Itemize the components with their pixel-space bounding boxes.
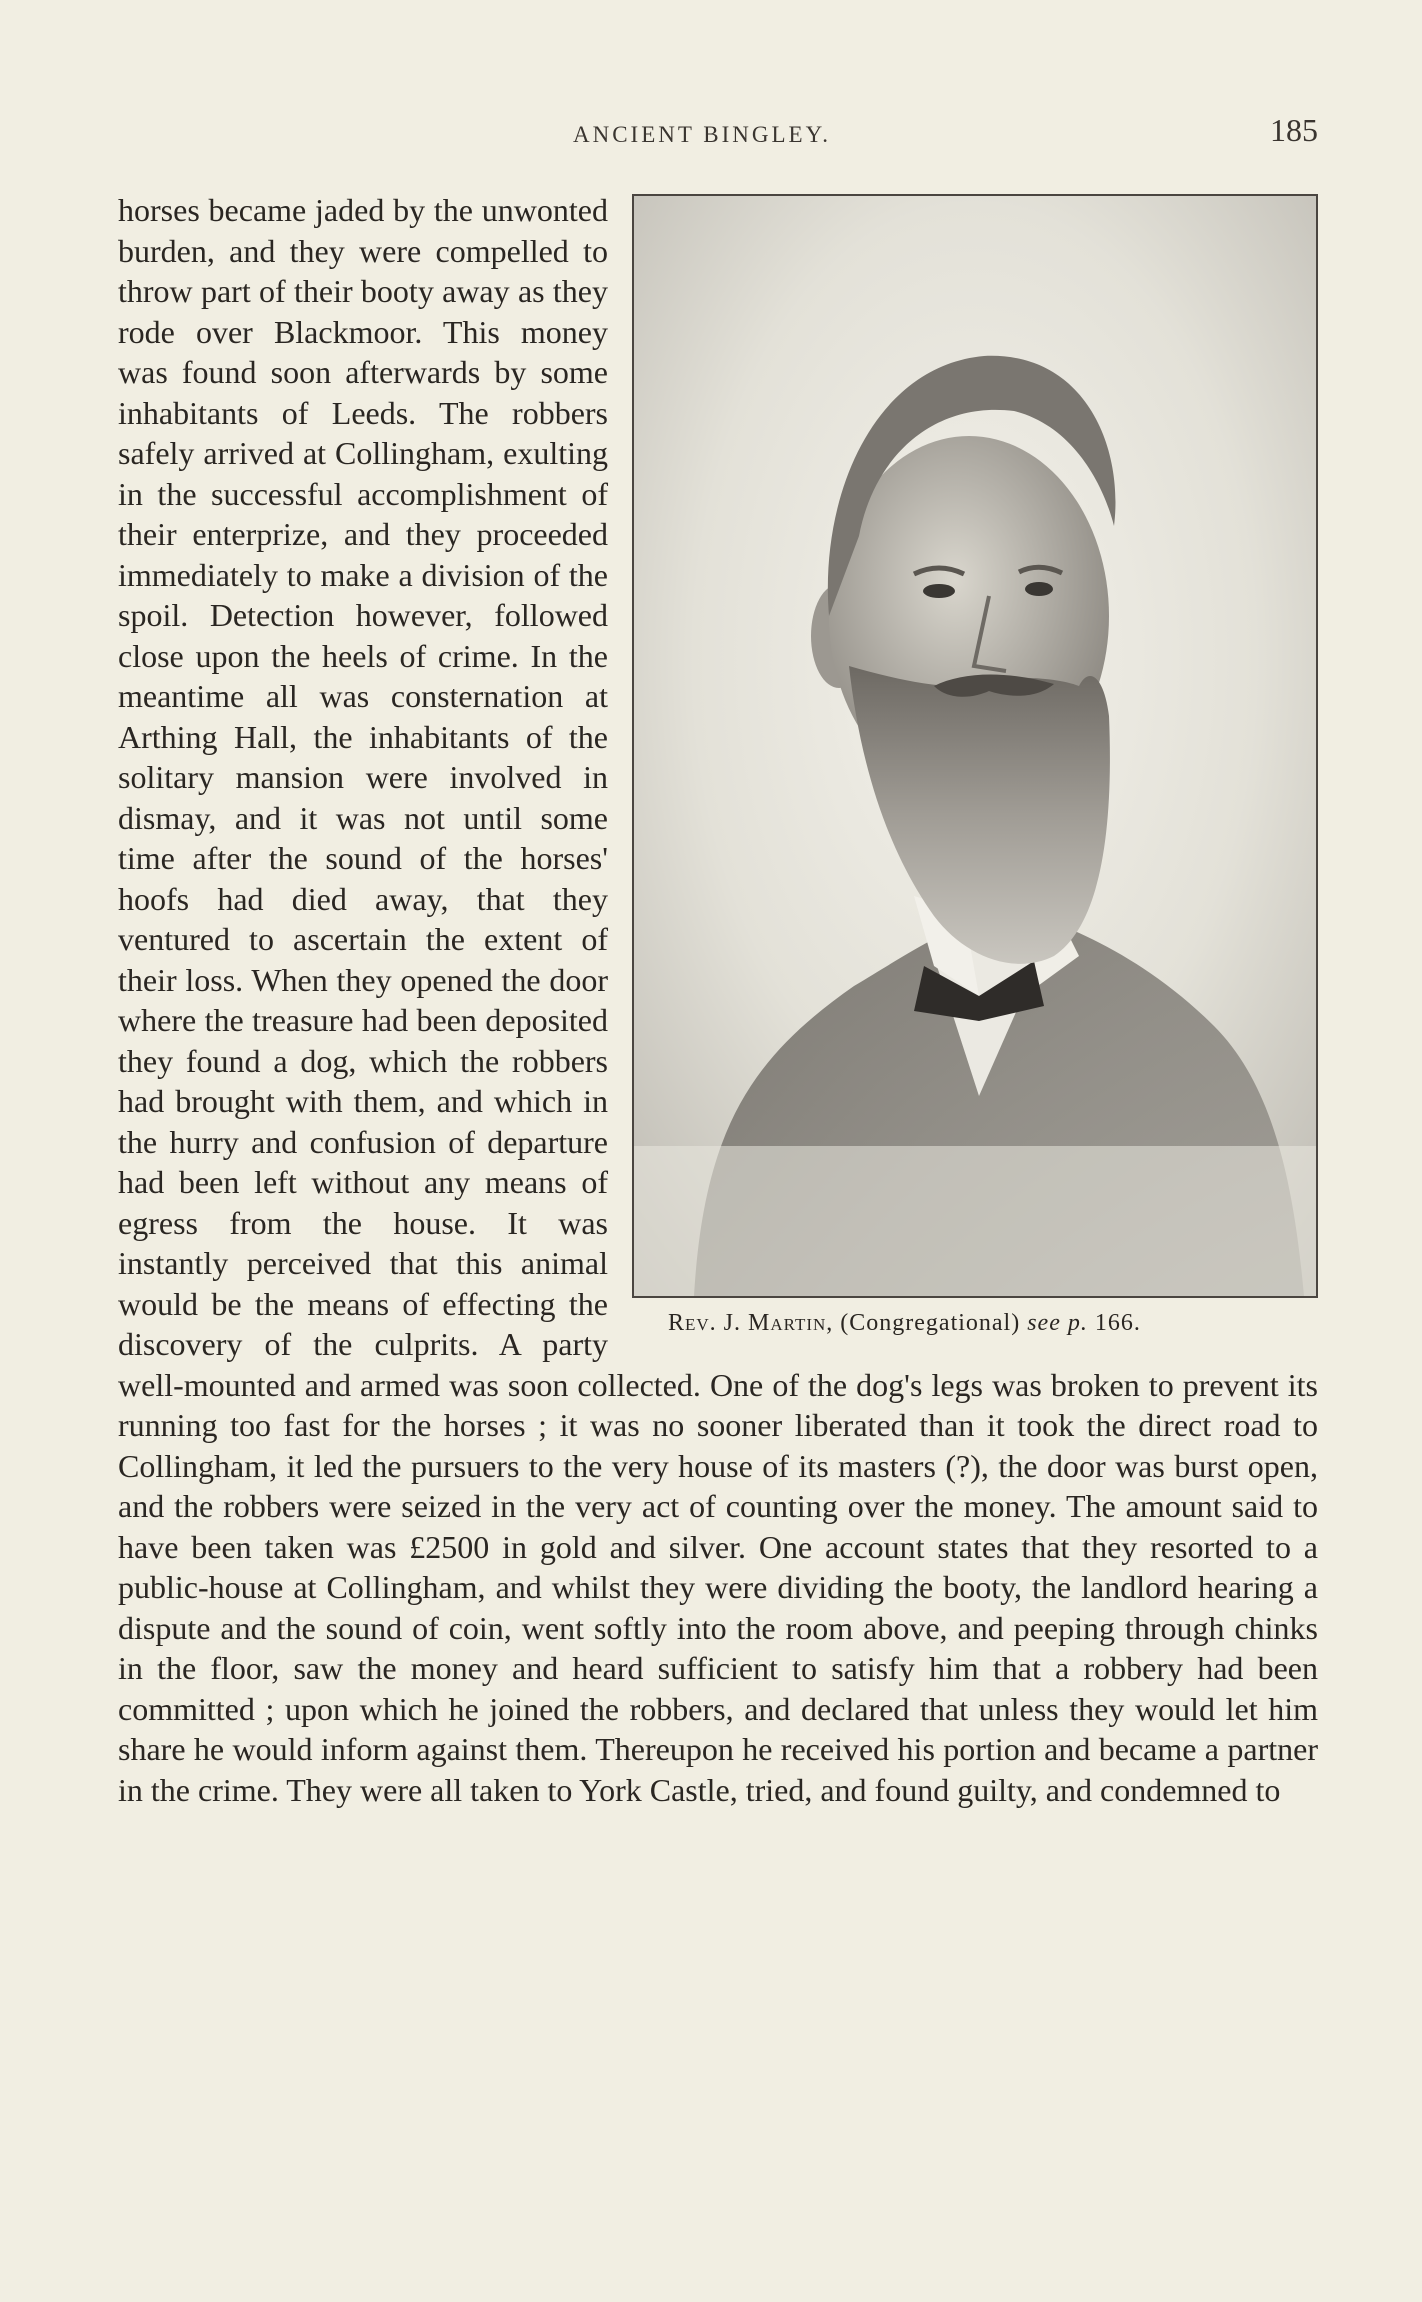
caption-name: Rev. J. Martin,: [668, 1310, 834, 1336]
page-header: [118, 112, 1318, 162]
caption-page: 166.: [1094, 1310, 1141, 1336]
text-block: [118, 190, 1318, 1810]
body-paragraph: horses became jaded by the unwonted burden, and they were compelled to throw part of their booty away as they rode over Blackmoor. This money was found soon afterwards by some inhabitants of Leeds. The robbers safely arrived at Collingham, exulting in the successful accomplishment of their enterprize, and they proceeded immediately to make a division of the spoil. Detection however, followed close upon the heels of crime. In the meantime all was consternation at Arthing Hall, the inhabitants of the solitary mansion were involved in dismay, and it was not until some time after the sound of the horses' hoofs had died away, that they ventured to ascertain the extent of their loss. When they opened the door where the treasure had been deposited they found a dog, which the robbers had brought with them, and which in the hurry and confusion of departure had been left without any means of egress from the house. It was instantly perceived that this animal would be the means of effecting the discovery of the culprits. A party well-mounted and armed was soon collected. One of the dog's legs was broken to prevent its running too fast for the horses ; it was no sooner liberated than it took the direct road to Collingham, it led the pursuers to the very house of its masters (?), the door was burst open, and the robbers were seized in the very act of counting over the money. The amount said to have been taken was £2500 in gold and silver. One account states that they resorted to a public-house at Collingham, and whilst they were dividing the booty, the landlord hearing a dispute and the sound of coin, went softly into the room above, and peeping through chinks in the floor, saw the money and heard sufficient to satisfy him that a robbery had been committed ; upon which he joined the robbers, and declared that unless they would let him share he would inform against them. Thereupon he received his portion and became a partner in the crime. They were all taken to York Castle, tried, and found guilty, and condemned to: [118, 192, 1318, 1808]
portrait-image: [634, 196, 1316, 1296]
portrait-caption: [668, 1310, 1318, 1337]
page-number: 185: [1270, 112, 1318, 148]
caption-affiliation: (Congregational): [840, 1310, 1021, 1336]
portrait-photograph: [632, 194, 1318, 1298]
portrait-figure: [632, 194, 1318, 1337]
caption-see: see p.: [1027, 1310, 1088, 1336]
running-head: ANCIENT BINGLEY.: [573, 122, 831, 147]
